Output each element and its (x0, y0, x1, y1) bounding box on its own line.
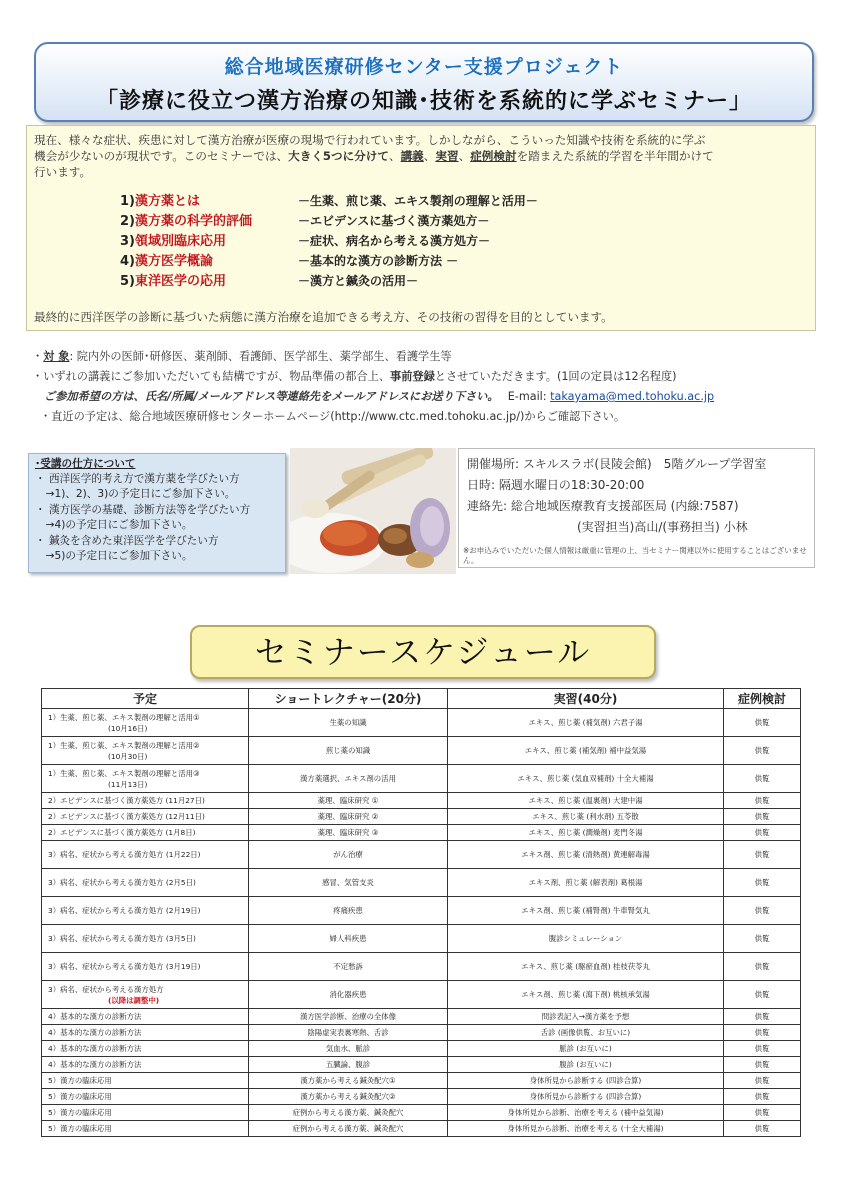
cell-plan: 1）生薬、煎じ薬、エキス製剤の理解と活用③ (11月13日) (42, 765, 249, 793)
venue-time: 日時: 隔週水曜日の18:30-20:00 (467, 478, 645, 492)
column-header-case: 症例検討 (724, 689, 801, 709)
topic-desc-4: －基本的な漢方の診断方法 － (298, 254, 459, 268)
cell-case: 供覧 (724, 1009, 801, 1025)
schedule-table (41, 688, 801, 1137)
table-row (42, 809, 801, 825)
intro-panel (26, 125, 816, 331)
cell-case: 供覧 (724, 1025, 801, 1041)
cell-lecture: 漢方薬から考える鍼灸配穴① (249, 1073, 448, 1089)
cell-plan: 2）エビデンスに基づく漢方薬処方 (1月8日) (42, 825, 249, 841)
topic-item-1: 1)漢方薬とは (120, 194, 201, 209)
cell-lecture: 漢方医学診断、治療の全体像 (249, 1009, 448, 1025)
topic-item-3: 3)領域別臨床応用 (120, 234, 227, 249)
cell-practice: エキス、煎じ薬 (利水剤) 五苓散 (448, 809, 724, 825)
cell-case: 供覧 (724, 897, 801, 925)
venue-place: 開催場所: スキルスラボ(艮陵会館) 5階グループ学習室 (467, 457, 767, 471)
table-row (42, 1121, 801, 1137)
table-row (42, 1025, 801, 1041)
howto-line: ・ 西洋医学的考え方で漢方薬を学びたい方 (35, 473, 240, 485)
title-banner (34, 42, 814, 122)
cell-plan: 5）漢方の臨床応用 (42, 1105, 249, 1121)
topic-item-5: 5)東洋医学の応用 (120, 274, 227, 289)
topic-item-2: 2)漢方薬の科学的評価 (120, 214, 253, 229)
cell-lecture: 煎じ薬の知識 (249, 737, 448, 765)
topic-item-4: 4)漢方医学概論 (120, 254, 214, 269)
table-row (42, 825, 801, 841)
cell-lecture: 漢方薬から考える鍼灸配穴② (249, 1089, 448, 1105)
venue-contact: 連絡先: 総合地域医療教育支援部医局 (内線:7587) (467, 499, 739, 513)
cell-case: 供覧 (724, 841, 801, 869)
table-row (42, 1057, 801, 1073)
intro-line-1: 現在、様々な症状、疾患に対して漢方治療が医療の現場で行われています。しかしながら、こういった知識や技術を系統的に学ぶ (34, 133, 706, 147)
cell-lecture: 症例から考える漢方薬、鍼灸配穴 (249, 1105, 448, 1121)
cell-plan: 3）病名、症状から考える漢方処方 (2月19日) (42, 897, 249, 925)
contact-note: ご参加希望の方は、氏名/所属/メールアドレス等連絡先をメールアドレスにお送り下さい。 E-mail: takayama@med.tohoku.ac.jp (44, 390, 715, 403)
cell-case: 供覧 (724, 709, 801, 737)
table-row (42, 737, 801, 765)
table-row (42, 925, 801, 953)
table-row (42, 793, 801, 809)
cell-plan: 1）生薬、煎じ薬、エキス製剤の理解と活用② (10月30日) (42, 737, 249, 765)
cell-lecture: 感冒、気管支炎 (249, 869, 448, 897)
cell-plan: 1）生薬、煎じ薬、エキス製剤の理解と活用① (10月16日) (42, 709, 249, 737)
cell-lecture: 五臓論、腹診 (249, 1057, 448, 1073)
cell-practice: エキス剤、煎じ薬 (清熱剤) 黄連解毒湯 (448, 841, 724, 869)
cell-plan: 4）基本的な漢方の診断方法 (42, 1057, 249, 1073)
howto-line: ・ 漢方医学の基礎、診断方法等を学びたい方 (35, 504, 251, 516)
topic-desc-5: －漢方と鍼灸の活用－ (298, 274, 419, 288)
cell-plan: 4）基本的な漢方の診断方法 (42, 1041, 249, 1057)
cell-case: 供覧 (724, 737, 801, 765)
cell-case: 供覧 (724, 809, 801, 825)
cell-plan: 3）病名、症状から考える漢方処方 (以降は調整中) (42, 981, 249, 1009)
table-row (42, 1105, 801, 1121)
cell-practice: 舌診 (画像供覧、お互いに) (448, 1025, 724, 1041)
cell-practice: エキス剤、煎じ薬 (解表剤) 葛根湯 (448, 869, 724, 897)
howto-line: ・ 鍼灸を含めた東洋医学を学びたい方 (35, 535, 219, 547)
cell-case: 供覧 (724, 1057, 801, 1073)
cell-lecture: 陰陽虚実表裏寒熱、舌診 (249, 1025, 448, 1041)
cell-case: 供覧 (724, 953, 801, 981)
email-link[interactable]: takayama@med.tohoku.ac.jp (550, 390, 715, 403)
cell-lecture: 気血水、脈診 (249, 1041, 448, 1057)
intro-line-2: 機会が少ないのが現状です。このセミナーでは、大きく5つに分けて、講義、実習、症例検討を踏まえた系統的学習を半年間かけて (34, 149, 714, 163)
cell-case: 供覧 (724, 1121, 801, 1137)
cell-lecture: 婦人科疾患 (249, 925, 448, 953)
cell-lecture: 漢方薬選択、エキス剤の活用 (249, 765, 448, 793)
column-header-practice: 実習(40分) (448, 689, 724, 709)
cell-lecture: 薬理、臨床研究 ② (249, 809, 448, 825)
cell-case: 供覧 (724, 1041, 801, 1057)
cell-plan: 5）漢方の臨床応用 (42, 1089, 249, 1105)
table-row (42, 1009, 801, 1025)
cell-practice: エキス剤、煎じ薬 (瀉下剤) 桃核承気湯 (448, 981, 724, 1009)
cell-plan: 3）病名、症状から考える漢方処方 (1月22日) (42, 841, 249, 869)
table-row (42, 1073, 801, 1089)
table-row (42, 953, 801, 981)
cell-lecture: 疼痛疾患 (249, 897, 448, 925)
cell-plan: 4）基本的な漢方の診断方法 (42, 1009, 249, 1025)
cell-practice: エキス、煎じ薬 (駆瘀血剤) 桂枝茯苓丸 (448, 953, 724, 981)
topic-desc-2: －エビデンスに基づく漢方薬処方－ (298, 214, 490, 228)
howto-line: →4)の予定日にご参加下さい。 (35, 519, 193, 531)
howto-line: →1)、2)、3)の予定日にご参加下さい。 (35, 488, 236, 500)
cell-practice: エキス剤、煎じ薬 (補腎剤) 牛車腎気丸 (448, 897, 724, 925)
howto-line: →5)の予定日にご参加下さい。 (35, 550, 193, 562)
cell-case: 供覧 (724, 925, 801, 953)
table-row (42, 1041, 801, 1057)
column-header-lecture: ショートレクチャー(20分) (249, 689, 448, 709)
intro-paragraph (34, 132, 806, 180)
target-audience: ・対 象: 院内外の医師･研修医、薬剤師、看護師、医学部生、薬学部生、看護学生等 (32, 350, 452, 363)
table-row (42, 765, 801, 793)
cell-practice: 身体所見から診断、治療を考える (十全大補湯) (448, 1121, 724, 1137)
cell-case: 供覧 (724, 1105, 801, 1121)
cell-case: 供覧 (724, 1073, 801, 1089)
cell-lecture: 薬理、臨床研究 ③ (249, 825, 448, 841)
cell-practice: エキス、煎じ薬 (潤燥剤) 麦門冬湯 (448, 825, 724, 841)
table-row (42, 897, 801, 925)
cell-case: 供覧 (724, 765, 801, 793)
cell-plan: 3）病名、症状から考える漢方処方 (3月5日) (42, 925, 249, 953)
intro-closing: 最終的に西洋医学の診断に基づいた病態に漢方治療を追加できる考え方、その技術の習得を目的としています。 (34, 310, 613, 324)
cell-case: 供覧 (724, 793, 801, 809)
cell-practice: エキス、煎じ薬 (気血双補剤) 十全大補湯 (448, 765, 724, 793)
registration-note: ・いずれの講義にご参加いただいても結構ですが、物品準備の都合上、事前登録とさせていただきます。(1回の定員は12名程度) (32, 370, 677, 383)
table-row (42, 709, 801, 737)
cell-case: 供覧 (724, 869, 801, 897)
cell-lecture: 症例から考える漢方薬、鍼灸配穴 (249, 1121, 448, 1137)
cell-practice: エキス、煎じ薬 (温裏剤) 大建中湯 (448, 793, 724, 809)
table-row (42, 841, 801, 869)
seminar-title: 「診療に役立つ漢方治療の知識･技術を系統的に学ぶセミナー」 (95, 89, 752, 114)
topic-desc-1: －生薬、煎じ薬、エキス製剤の理解と活用－ (298, 194, 538, 208)
howto-panel (28, 453, 286, 573)
howto-title: ･受講の仕方について (35, 458, 136, 470)
table-row (42, 869, 801, 897)
privacy-note: ※お申込みでいただいた個人情報は厳重に管理の上、当セミナー関連以外に使用することはございません。 (463, 546, 807, 565)
cell-practice: 問診表記入→漢方薬を予想 (448, 1009, 724, 1025)
herbal-medicine-photo (290, 448, 456, 574)
table-row (42, 981, 801, 1009)
cell-practice: 身体所見から診断、治療を考える (補中益気湯) (448, 1105, 724, 1121)
homepage-note: ・直近の予定は、総合地域医療研修センターホームページ(http://www.ctc.med.tohoku.ac.jp/)からご確認下さい。 (40, 410, 626, 423)
cell-lecture: がん治療 (249, 841, 448, 869)
cell-plan: 5）漢方の臨床応用 (42, 1073, 249, 1089)
cell-lecture: 不定愁訴 (249, 953, 448, 981)
cell-lecture: 消化器疾患 (249, 981, 448, 1009)
cell-lecture: 薬理、臨床研究 ① (249, 793, 448, 809)
cell-plan: 5）漢方の臨床応用 (42, 1121, 249, 1137)
cell-practice: 身体所見から診断する (四診合算) (448, 1089, 724, 1105)
cell-plan: 4）基本的な漢方の診断方法 (42, 1025, 249, 1041)
venue-staff: (実習担当)高山/(事務担当) 小林 (577, 520, 748, 534)
cell-practice: 腹診シミュレーション (448, 925, 724, 953)
cell-lecture: 生薬の知識 (249, 709, 448, 737)
table-row (42, 1089, 801, 1105)
cell-plan: 2）エビデンスに基づく漢方薬処方 (11月27日) (42, 793, 249, 809)
column-header-plan: 予定 (42, 689, 249, 709)
cell-plan: 3）病名、症状から考える漢方処方 (2月5日) (42, 869, 249, 897)
cell-case: 供覧 (724, 1089, 801, 1105)
intro-line-3: 行います。 (34, 165, 92, 179)
table-header-row (42, 689, 801, 709)
cell-practice: 身体所見から診断する (四診合算) (448, 1073, 724, 1089)
cell-case: 供覧 (724, 825, 801, 841)
topic-desc-3: －症状、病名から考える漢方処方－ (298, 234, 491, 248)
cell-practice: 脈診 (お互いに) (448, 1041, 724, 1057)
cell-practice: エキス、煎じ薬 (補気剤) 六君子湯 (448, 709, 724, 737)
project-subtitle: 総合地域医療研修センター支援プロジェクト (224, 56, 624, 78)
schedule-heading-box (190, 625, 656, 679)
cell-plan: 2）エビデンスに基づく漢方薬処方 (12月11日) (42, 809, 249, 825)
cell-practice: エキス、煎じ薬 (補気剤) 補中益気湯 (448, 737, 724, 765)
schedule-heading: セミナースケジュール (254, 633, 592, 671)
cell-case: 供覧 (724, 981, 801, 1009)
cell-practice: 腹診 (お互いに) (448, 1057, 724, 1073)
cell-plan: 3）病名、症状から考える漢方処方 (3月19日) (42, 953, 249, 981)
